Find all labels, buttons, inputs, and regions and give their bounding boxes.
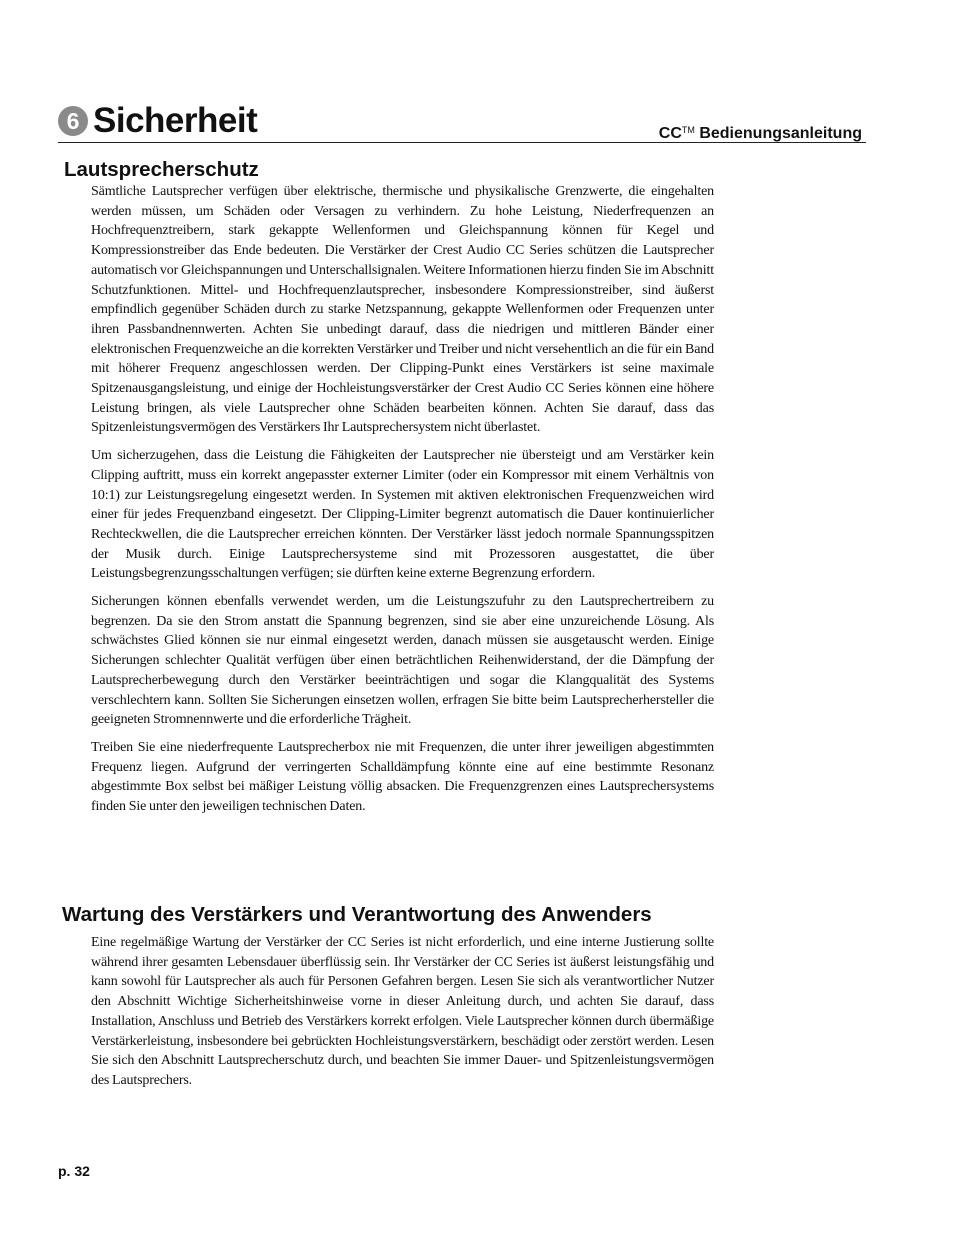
manual-title [659,120,862,144]
chapter-title: Sicherheit [93,101,258,140]
trademark-symbol: TM [681,125,695,135]
section-lautsprecherschutz [91,182,714,825]
chapter-number-badge: 6 [58,106,88,136]
paragraph: Treiben Sie eine niederfrequente Lautsprecherbox nie mit Frequenzen, die unter ihrer jeweiligen abgestimmten Frequenz liegen. Aufgrund der verringerten Schalldämpfung könnte eine auf eine bestimmte Resonanz abgestimmte Box selbst bei mäßiger Leistung völlig absacken. Die Frequenzgrenzen eines Lautsprechersystems finden Sie unter den jeweiligen technischen Daten. [91,739,714,815]
page-header [58,100,866,143]
paragraph: Eine regelmäßige Wartung der Verstärker der CC Series ist nicht erforderlich, und eine interne Justierung sollte während ihrer gesamten Lebensdauer überflüssig sein. Ihr Verstärker der CC Series ist äußerst leistungsfähig und kann sowohl für Lautsprecher als auch für Personen Gefahren bergen. Lesen Sie sich als verantwortlicher Nutzer den Abschnitt Wichtige Sicherheitshinweise vorne in dieser Anleitung durch, und achten Sie darauf, dass Installation, Anschluss und Betrieb des Verstärkers korrekt erfolgen. Viele Lautsprecher können durch übermäßige Verstärkerleistung, insbesondere bei gebrückten Hochleistungsverstärkern, beschädigt oder zerstört werden. Lesen Sie sich den Abschnitt Lautsprecherschutz durch, und beachten Sie immer Dauer- und Spitzenleistungsvermögen des Lautsprechers. [91,935,714,1088]
section-wartung [91,933,714,1099]
paragraph: Sicherungen können ebenfalls verwendet werden, um die Leistungszufuhr zu den Lautsprechertreibern zu begrenzen. Da sie den Strom anstatt die Spannung begrenzen, sind sie aber eine unzureichende Lösung. Als schwächstes Glied können sie nur einmal eingesetzt werden, danach müssen sie ausgetauscht werden. Einige Sicherungen schlechter Qualität verfügen über einen beträchtlichen Reihenwiderstand, der die Dämpfung der Lautsprecherbewegung durch den Verstärker beeinträchtigen und sogar die Klangqualität des Systems verschlechtern kann. Sollten Sie Sicherungen einsetzen wollen, erfragen Sie bitte beim Lautsprecherhersteller die geeigneten Stromnennwerte und die erforderliche Trägheit. [91,594,714,728]
manual-suffix: Bedienungsanleitung [694,125,862,142]
page-number: p. 32 [58,1163,90,1179]
paragraph: Sämtliche Lautsprecher verfügen über elektrische, thermische und physikalische Grenzwerte, die eingehalten werden müssen, um Schäden oder Versagen zu verhindern. Zu hohe Leistung, Niederfrequenzen an Hochfrequenztreibern, stark gekappte Wellenformen und Gleichspannung können für Kegel und Kompressionstreiber das Ende bedeuten. Die Verstärker der Crest Audio CC Series schützen die Lautsprecher automatisch vor Gleichspannungen und Unterschallsignalen. Weitere Informationen hierzu finden Sie im Abschnitt Schutzfunktionen. Mittel- und Hochfrequenzlautsprecher, insbesondere Kompressionstreiber, sind äußerst empfindlich gegenüber Schäden durch zu starke Netzspannung, gekappte Wellenformen oder Frequenzen unter ihren Passbandnennwerten. Achten Sie unbedingt darauf, dass die niedrigen und mittleren Bänder einer elektronischen Frequenzweiche an die korrekten Verstärker und Treiber und nicht versehentlich an die für ein Band mit höherer Frequenz angeschlossen werden. Der Clipping-Punkt eines Verstärkers ist seine maximale Spitzenausgangsleistung, und einige der Hochleistungsverstärker der Crest Audio CC Series können eine höhere Leistung bringen, als viele Lautsprecher ohne Schäden bearbeiten können. Achten Sie darauf, dass das Spitzenleistungsvermögen des Verstärkers Ihr Lautsprechersystem nicht überlastet. [91,184,714,436]
section-heading-wartung: Wartung des Verstärkers und Verantwortung des Anwenders [62,903,652,926]
manual-name: CC [658,125,682,142]
section-heading-lautsprecherschutz: Lautsprecherschutz [64,158,259,181]
paragraph: Um sicherzugehen, dass die Leistung die Fähigkeiten der Lautsprecher nie übersteigt und am Verstärker kein Clipping auftritt, muss ein korrekt angepasster externer Limiter (oder ein Kompressor mit einem Verhältnis von 10:1) zur Leistungsregelung eingesetzt werden. In Systemen mit aktiven elektronischen Frequenzweichen wird einer für jedes Frequenzband eingesetzt. Der Clipping-Limiter begrenzt automatisch die Dauer kontinuierlicher Rechteckwellen, die die Lautsprecher erreichen könnten. Der Verstärker lässt jedoch normale Spannungsspitzen der Musik durch. Einige Lautsprechersysteme sind mit Prozessoren ausgestattet, die über Leistungsbegrenzungsschaltungen verfügen; sie dürften keine externe Begrenzung erfordern. [91,448,714,582]
